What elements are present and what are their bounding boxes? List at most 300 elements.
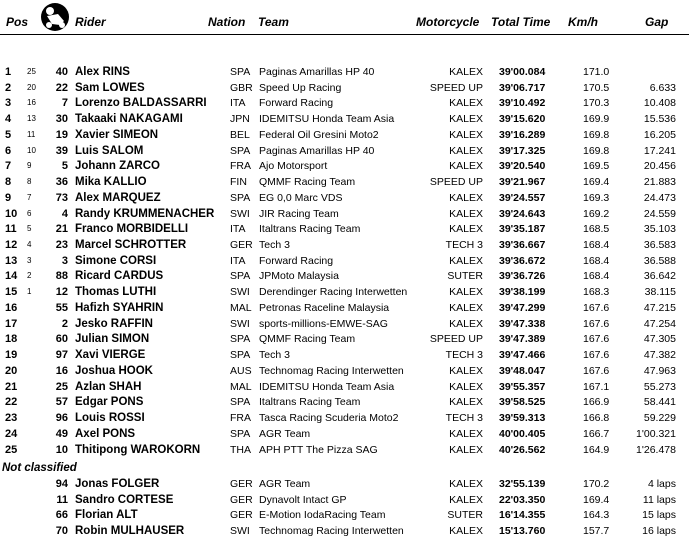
rider-number-cell: 21 (55, 223, 68, 236)
gap-cell: 20.456 (643, 160, 676, 173)
motorcycle-cell: SPEED UP (429, 333, 483, 346)
motorcycle-cell: KALEX (449, 443, 483, 456)
nation-cell: SWI (230, 207, 250, 220)
team-header: Team (258, 15, 289, 29)
team-cell: JPMoto Malaysia (259, 270, 339, 283)
nation-cell: BEL (230, 128, 250, 141)
table-row (0, 492, 689, 508)
team-cell: Paginas Amarillas HP 40 (259, 144, 375, 157)
motorcycle-header: Motorcycle (416, 15, 480, 29)
rider-number-cell: 19 (55, 128, 68, 141)
gap-cell: 59.229 (643, 412, 676, 425)
motorcycle-cell: SUTER (447, 270, 483, 283)
grid-cell: 13 (27, 114, 36, 124)
position-cell: 6 (5, 144, 12, 157)
position-cell: 5 (5, 128, 12, 141)
rider-number-cell: 12 (55, 286, 68, 299)
total-time-cell: 39'58.525 (499, 396, 546, 409)
total-time-cell: 40'26.562 (499, 443, 546, 456)
team-cell: QMMF Racing Team (259, 176, 356, 189)
team-cell: Tasca Racing Scuderia Moto2 (259, 412, 399, 425)
team-cell: AGR Team (259, 427, 311, 440)
motorcycle-cell: KALEX (449, 144, 483, 157)
position-cell: 19 (5, 349, 18, 362)
position-cell: 13 (5, 254, 18, 267)
rider-number-cell: 97 (55, 349, 68, 362)
speed-cell: 169.5 (583, 160, 610, 173)
rider-name-cell: Joshua HOOK (75, 364, 153, 377)
rider-number-cell: 3 (61, 254, 68, 267)
rider-name-cell: Louis ROSSI (75, 412, 145, 425)
position-cell: 15 (5, 286, 18, 299)
rider-number-cell: 30 (55, 113, 68, 126)
total-time-cell: 39'21.967 (499, 176, 546, 189)
table-row (0, 174, 689, 190)
total-time-cell: 39'36.667 (499, 239, 546, 252)
total-time-cell: 39'38.199 (499, 286, 546, 299)
grid-cell: 2 (27, 271, 32, 281)
kmh-header: Km/h (568, 15, 598, 29)
rider-name-cell: Julian SIMON (75, 333, 150, 346)
nation-cell: GER (230, 493, 253, 506)
position-cell: 4 (5, 113, 12, 126)
rider-name-cell: Xavier SIMEON (75, 128, 159, 141)
rider-number-cell: 66 (55, 509, 68, 522)
table-row (0, 331, 689, 347)
gap-cell: 1'26.478 (636, 443, 676, 456)
rider-number-cell: 96 (55, 412, 68, 425)
rider-name-cell: Ricard CARDUS (75, 270, 164, 283)
gap-cell: 38.115 (644, 286, 676, 299)
rider-name-cell: Florian ALT (75, 509, 138, 522)
position-cell: 1 (5, 66, 12, 78)
gap-cell: 58.441 (643, 396, 676, 409)
motorcycle-cell: KALEX (449, 380, 483, 393)
speed-cell: 164.9 (583, 443, 610, 456)
total-time-cell: 39'55.357 (499, 380, 546, 393)
rider-number-cell: 60 (55, 333, 68, 346)
speed-cell: 167.6 (583, 301, 610, 314)
nation-cell: SPA (230, 349, 251, 362)
motorcycle-cell: KALEX (449, 364, 483, 377)
position-cell: 10 (5, 207, 18, 220)
team-cell: Derendinger Racing Interwetten (259, 286, 408, 299)
position-cell: 25 (5, 443, 18, 456)
rider-name-cell: Jesko RAFFIN (75, 317, 153, 330)
table-row (0, 143, 689, 159)
team-cell: IDEMITSU Honda Team Asia (259, 380, 395, 393)
grid-cell: 7 (27, 192, 32, 202)
speed-cell: 169.4 (583, 176, 610, 189)
table-row (0, 394, 689, 410)
team-cell: Tech 3 (259, 349, 290, 362)
team-cell: APH PTT The Pizza SAG (259, 443, 378, 456)
team-cell: Paginas Amarillas HP 40 (259, 66, 375, 78)
motorcycle-cell: KALEX (449, 301, 483, 314)
team-cell: Dynavolt Intact GP (259, 493, 347, 506)
table-row (0, 64, 689, 80)
rider-number-cell: 5 (61, 160, 68, 173)
speed-cell: 164.3 (583, 509, 610, 522)
rider-number-cell: 73 (55, 191, 68, 204)
position-cell: 2 (5, 81, 12, 94)
nation-cell: SPA (230, 66, 251, 78)
total-time-cell: 39'16.289 (499, 128, 546, 141)
rider-name-cell: Thomas LUTHI (75, 286, 157, 299)
total-time-cell: 39'47.389 (499, 333, 546, 346)
position-cell: 3 (5, 97, 12, 110)
table-row (0, 158, 689, 174)
position-cell: 17 (5, 317, 18, 330)
rider-name-cell: Xavi VIERGE (75, 349, 146, 362)
speed-cell: 167.6 (583, 349, 610, 362)
rider-number-cell: 70 (55, 524, 68, 537)
motorcycle-cell: KALEX (449, 478, 483, 490)
team-cell: Technomag Racing Interwetten (259, 364, 404, 377)
rider-name-cell: Luis SALOM (75, 144, 144, 157)
table-row (0, 523, 689, 539)
motorcycle-cell: KALEX (449, 97, 483, 110)
rider-number-cell: 88 (55, 270, 68, 283)
gap-cell: 47.254 (643, 317, 676, 330)
pos-header: Pos (6, 15, 29, 29)
grid-cell: 3 (27, 255, 32, 265)
table-row (0, 253, 689, 269)
table-row (0, 426, 689, 442)
nation-header: Nation (208, 15, 246, 29)
speed-cell: 157.7 (583, 524, 610, 537)
table-row (0, 347, 689, 363)
total-time-cell: 39'47.466 (499, 349, 546, 362)
table-row (0, 190, 689, 206)
team-cell: Tech 3 (259, 239, 290, 252)
nation-cell: JPN (230, 113, 250, 126)
nation-cell: SPA (230, 396, 251, 409)
nation-cell: SWI (230, 524, 250, 537)
speed-cell: 166.9 (583, 396, 610, 409)
gap-cell: 16.205 (643, 128, 676, 141)
total-time-cell: 39'47.299 (499, 301, 546, 314)
nation-cell: MAL (230, 301, 252, 314)
rider-number-cell: 36 (55, 176, 68, 189)
speed-cell: 169.3 (583, 191, 610, 204)
motorcycle-cell: TECH 3 (445, 412, 483, 425)
total-time-cell: 39'36.726 (499, 270, 546, 283)
nation-cell: GBR (230, 81, 253, 94)
grid-cell: 16 (27, 98, 36, 108)
motorcycle-cell: KALEX (449, 223, 483, 236)
rider-name-cell: Thitipong WAROKORN (75, 443, 201, 456)
position-cell: 9 (5, 191, 12, 204)
speed-cell: 167.1 (583, 380, 610, 393)
team-cell: Ajo Motorsport (259, 160, 328, 173)
speed-cell: 168.4 (583, 239, 610, 252)
header-divider (0, 34, 689, 35)
motorcycle-cell: KALEX (449, 427, 483, 440)
speed-cell: 167.6 (583, 364, 610, 377)
position-cell: 21 (5, 380, 18, 393)
motorcycle-cell: SPEED UP (429, 81, 483, 94)
gap-cell: 35.103 (643, 223, 676, 236)
speed-cell: 167.6 (583, 333, 610, 346)
grid-cell: 25 (27, 67, 36, 76)
team-cell: Italtrans Racing Team (259, 396, 361, 409)
gap-cell: 6.633 (649, 81, 676, 94)
rider-name-cell: Sam LOWES (75, 81, 145, 94)
table-row (0, 442, 689, 458)
table-row (0, 80, 689, 96)
position-cell: 22 (5, 396, 18, 409)
rider-number-cell: 7 (61, 97, 68, 110)
speed-cell: 171.0 (583, 66, 610, 78)
speed-cell: 168.5 (583, 223, 610, 236)
position-cell: 14 (5, 270, 18, 283)
motorcycle-cell: KALEX (449, 113, 483, 126)
team-cell: Speed Up Racing (259, 81, 342, 94)
rider-name-cell: Azlan SHAH (75, 380, 142, 393)
table-row (0, 95, 689, 111)
team-cell: sports-millions-EMWE-SAG (259, 317, 388, 330)
nation-cell: SPA (230, 144, 251, 157)
rider-name-cell: Edgar PONS (75, 396, 144, 409)
nation-cell: GER (230, 478, 253, 490)
rider-number-cell: 57 (55, 396, 68, 409)
nation-cell: MAL (230, 380, 252, 393)
team-cell: E-Motion IodaRacing Team (259, 509, 386, 522)
team-cell: Forward Racing (259, 254, 334, 267)
nation-cell: FRA (230, 160, 251, 173)
table-row (0, 379, 689, 395)
total-time-cell: 39'15.620 (499, 113, 546, 126)
table-row (0, 127, 689, 143)
motorcycle-cell: TECH 3 (445, 239, 483, 252)
total-time-cell: 39'00.084 (499, 66, 546, 78)
rider-name-cell: Randy KRUMMENACHER (75, 207, 215, 220)
nation-cell: FIN (230, 176, 247, 189)
rider-number-cell: 4 (61, 207, 68, 220)
gap-cell: 36.642 (643, 270, 676, 283)
gap-cell: 47.963 (643, 364, 676, 377)
total-time-cell: 39'47.338 (499, 317, 546, 330)
nation-cell: GER (230, 509, 253, 522)
total-time-cell: 39'24.557 (499, 191, 546, 204)
table-row (0, 237, 689, 253)
gap-cell: 24.473 (643, 191, 676, 204)
nation-cell: SWI (230, 317, 250, 330)
rider-name-cell: Takaaki NAKAGAMI (75, 113, 183, 126)
not-classified-heading: Not classified (2, 462, 77, 474)
total-time-cell: 39'35.187 (499, 223, 546, 236)
motorcycle-cell: SPEED UP (429, 176, 483, 189)
total-time-cell: 39'48.047 (499, 364, 546, 377)
team-cell: Federal Oil Gresini Moto2 (259, 128, 379, 141)
table-row (0, 363, 689, 379)
rider-name-cell: Axel PONS (75, 427, 136, 440)
rider-number-cell: 16 (55, 364, 68, 377)
team-cell: Petronas Raceline Malaysia (259, 301, 390, 314)
speed-cell: 170.3 (583, 97, 610, 110)
total-time-cell: 16'14.355 (499, 509, 546, 522)
gap-cell: 10.408 (643, 97, 676, 110)
gap-cell: 24.559 (643, 207, 676, 220)
rider-number-cell: 10 (55, 443, 68, 456)
total-time-header: Total Time (491, 15, 551, 29)
speed-cell: 169.8 (583, 144, 610, 157)
rider-number-cell: 94 (55, 478, 68, 490)
table-row (0, 221, 689, 237)
speed-cell: 166.8 (583, 412, 610, 425)
speed-cell: 169.2 (583, 207, 610, 220)
total-time-cell: 39'06.717 (499, 81, 546, 94)
speed-cell: 167.6 (583, 317, 610, 330)
motorcycle-cell: KALEX (449, 66, 483, 78)
grid-cell: 5 (27, 224, 32, 234)
rider-name-cell: Lorenzo BALDASSARRI (75, 97, 207, 110)
nation-cell: SWI (230, 286, 250, 299)
nation-cell: THA (230, 443, 251, 456)
grid-cell: 10 (27, 145, 36, 155)
position-cell: 24 (5, 427, 18, 440)
grid-cell: 9 (27, 161, 32, 171)
results-header (0, 0, 689, 36)
nation-cell: SPA (230, 427, 251, 440)
motorcycle-cell: TECH 3 (445, 349, 483, 362)
nation-cell: SPA (230, 270, 251, 283)
rider-name-cell: Johann ZARCO (75, 160, 160, 173)
nation-cell: ITA (230, 254, 246, 267)
rider-name-cell: Robin MULHAUSER (75, 524, 185, 537)
nation-cell: AUS (230, 364, 252, 377)
rider-number-cell: 25 (55, 380, 68, 393)
table-row (0, 284, 689, 300)
table-row (0, 507, 689, 523)
speed-cell: 168.4 (583, 270, 610, 283)
motorcycle-cell: KALEX (449, 317, 483, 330)
position-cell: 7 (5, 160, 12, 173)
speed-cell: 169.9 (583, 113, 610, 126)
table-row (0, 206, 689, 222)
motorcycle-cell: KALEX (449, 207, 483, 220)
total-time-cell: 39'59.313 (499, 412, 546, 425)
rider-number-cell: 11 (56, 493, 68, 506)
rider-number-cell: 23 (55, 239, 68, 252)
rider-name-cell: Hafizh SYAHRIN (75, 301, 164, 314)
rider-header: Rider (75, 15, 106, 29)
gap-cell: 47.305 (643, 333, 676, 346)
grid-cell: 1 (27, 287, 32, 297)
total-time-cell: 39'36.672 (499, 254, 546, 267)
motorcycle-cell: KALEX (449, 286, 483, 299)
table-row (0, 476, 689, 492)
grid-cell: 6 (27, 208, 32, 218)
rider-name-cell: Alex MARQUEZ (75, 191, 161, 204)
gap-cell: 17.241 (643, 144, 676, 157)
position-cell: 16 (5, 301, 18, 314)
team-cell: Technomag Racing Interwetten (259, 524, 404, 537)
rider-name-cell: Sandro CORTESE (75, 493, 174, 506)
gap-cell: 36.583 (643, 239, 676, 252)
nation-cell: ITA (230, 97, 246, 110)
table-row (0, 300, 689, 316)
motorcycle-cell: KALEX (449, 160, 483, 173)
total-time-cell: 39'20.540 (499, 160, 546, 173)
speed-cell: 170.2 (583, 478, 610, 490)
motorcycle-cell: SUTER (447, 509, 483, 522)
total-time-cell: 39'17.325 (499, 144, 546, 157)
rider-name-cell: Mika KALLIO (75, 176, 147, 189)
rider-number-cell: 39 (55, 144, 68, 157)
gap-cell: 15 laps (642, 509, 676, 522)
gap-cell: 1'00.321 (636, 427, 676, 440)
nation-cell: SPA (230, 333, 251, 346)
rider-name-cell: Alex RINS (75, 66, 130, 78)
gap-cell: 47.382 (643, 349, 676, 362)
rider-number-cell: 49 (55, 427, 68, 440)
rider-number-cell: 40 (55, 66, 68, 78)
grid-cell: 20 (27, 82, 36, 92)
position-cell: 12 (5, 239, 18, 252)
grid-cell: 8 (27, 177, 32, 187)
position-cell: 20 (5, 364, 18, 377)
nation-cell: FRA (230, 412, 251, 425)
nation-cell: SPA (230, 191, 251, 204)
position-cell: 11 (5, 223, 17, 236)
total-time-cell: 32'55.139 (499, 478, 546, 490)
gap-cell: 47.215 (643, 301, 676, 314)
speed-cell: 170.5 (583, 81, 610, 94)
table-row (0, 410, 689, 426)
rider-number-cell: 22 (55, 81, 68, 94)
total-time-cell: 39'24.643 (499, 207, 546, 220)
grid-cell: 4 (27, 240, 32, 250)
gap-cell: 11 laps (642, 493, 676, 506)
rider-number-cell: 2 (61, 317, 68, 330)
gap-header: Gap (645, 15, 669, 29)
nation-cell: GER (230, 239, 253, 252)
speed-cell: 166.7 (583, 427, 610, 440)
total-time-cell: 39'10.492 (499, 97, 546, 110)
speed-cell: 169.8 (583, 128, 610, 141)
total-time-cell: 22'03.350 (499, 493, 546, 506)
total-time-cell: 15'13.760 (499, 524, 546, 537)
team-cell: Forward Racing (259, 97, 334, 110)
nation-cell: ITA (230, 223, 246, 236)
gap-cell: 4 laps (647, 478, 676, 490)
position-cell: 18 (5, 333, 18, 346)
rider-name-cell: Franco MORBIDELLI (75, 223, 189, 236)
speed-cell: 169.4 (583, 493, 610, 506)
speed-cell: 168.4 (583, 254, 610, 267)
team-cell: JIR Racing Team (259, 207, 339, 220)
gap-cell: 55.273 (643, 380, 676, 393)
team-cell: AGR Team (259, 478, 311, 490)
speed-cell: 168.3 (583, 286, 610, 299)
team-cell: Italtrans Racing Team (259, 223, 361, 236)
total-time-cell: 40'00.405 (499, 427, 546, 440)
team-cell: IDEMITSU Honda Team Asia (259, 113, 395, 126)
gap-cell: 15.536 (643, 113, 676, 126)
table-row (0, 268, 689, 284)
motorcycle-cell: KALEX (449, 524, 483, 537)
gap-cell: 21.883 (643, 176, 676, 189)
team-cell: EG 0,0 Marc VDS (259, 191, 343, 204)
grid-cell: 11 (27, 129, 36, 139)
motorcycle-cell: KALEX (449, 396, 483, 409)
motorcycle-cell: KALEX (449, 128, 483, 141)
motorcycle-cell: KALEX (449, 493, 483, 506)
rider-number-cell: 55 (55, 301, 68, 314)
gap-cell: 36.588 (643, 254, 676, 267)
